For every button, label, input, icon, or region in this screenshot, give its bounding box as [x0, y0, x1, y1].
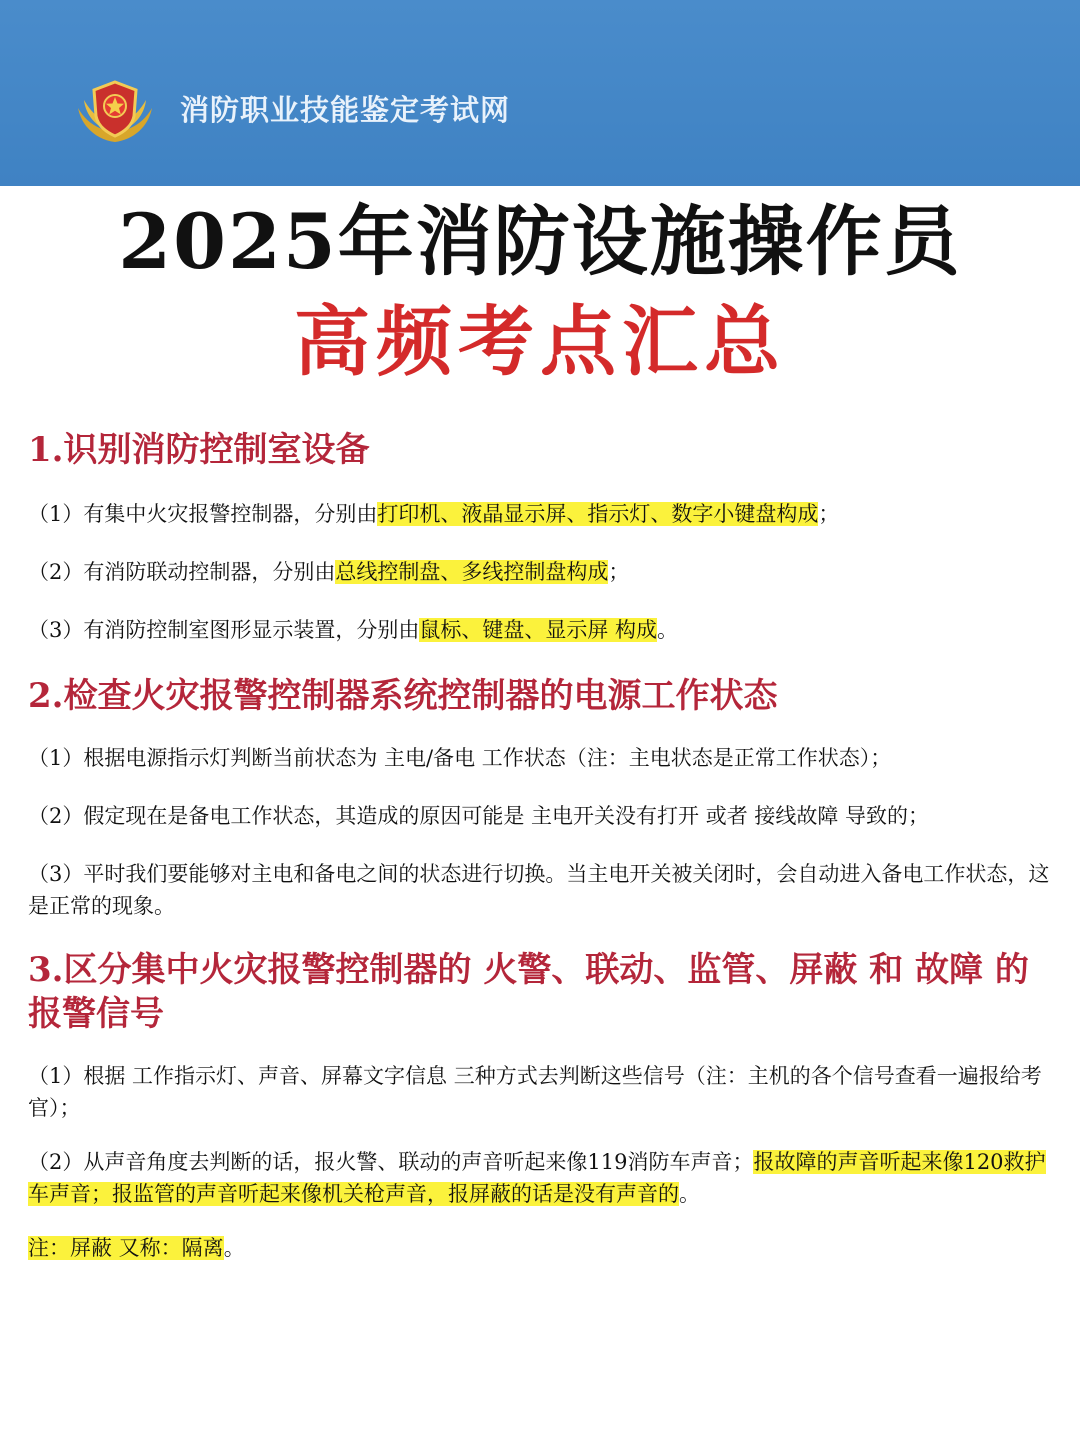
section-2-item-2: （2）假定现在是备电工作状态，其造成的原因可能是 主电开关没有打开 或者 接线故障 导致的； — [28, 804, 930, 828]
fire-rescue-emblem-icon — [74, 78, 156, 144]
highlighted-text: 鼠标、键盘、显示屏 构成 — [419, 618, 658, 642]
section-3-note — [28, 1232, 1058, 1264]
item-text: （1）有集中火灾报警控制器，分别由 — [28, 502, 378, 526]
site-name[interactable]: 消防职业技能鉴定考试网 — [180, 93, 511, 127]
item-text: （2）从声音角度去判断的话，报火警、联动的声音听起来像119消防车声音； — [28, 1150, 754, 1174]
section-3-heading: 3.区分集中火灾报警控制器的 火警、联动、监管、屏蔽 和 故障 的报警信号 — [28, 950, 1029, 1034]
section-2-item-3: （3）平时我们要能够对主电和备电之间的状态进行切换。当主电开关被关闭时，会自动进入备电工作状态，这是正常的现象。 — [28, 862, 1050, 918]
item-punctuation: 。 — [679, 1182, 700, 1206]
page-subtitle: 高频考点汇总 — [294, 297, 786, 386]
item-punctuation: ； — [608, 560, 630, 584]
section-1-heading: 1.识别消防控制室设备 — [28, 430, 370, 470]
highlighted-text: 打印机、液晶显示屏、指示灯、数字小键盘构成 — [377, 502, 819, 526]
section-3-item-1: （1）根据 工作指示灯、声音、屏幕文字信息 三种方式去判断这些信号（注：主机的各个信号查看一遍报给考官）； — [28, 1064, 1042, 1120]
section-1-item-1 — [28, 498, 1058, 530]
highlighted-text: 总线控制盘、多线控制盘构成 — [335, 560, 609, 584]
section-1-item-2 — [28, 556, 1058, 588]
item-text: （3）有消防控制室图形显示装置，分别由 — [28, 618, 420, 642]
highlighted-text: 报故障的声音听起来像120救护车声音；报监管的声音听起来像机关枪声音，报屏蔽的话是没有声音的 — [28, 1150, 1046, 1206]
page-title: 2025年消防设施操作员 — [118, 197, 962, 286]
section-2-heading: 2.检查火灾报警控制器系统控制器的电源工作状态 — [28, 676, 778, 716]
item-punctuation: 。 — [657, 618, 679, 642]
section-1-item-3 — [28, 614, 1058, 646]
section-2-item-1: （1）根据电源指示灯判断当前状态为 主电/备电 工作状态（注：主电状态是正常工作状态）； — [28, 746, 892, 770]
note-punctuation: 。 — [223, 1236, 245, 1260]
item-text: （2）有消防联动控制器，分别由 — [28, 560, 336, 584]
item-punctuation: ； — [818, 502, 840, 526]
header-banner — [0, 0, 1080, 186]
section-3-item-2 — [28, 1146, 1058, 1210]
highlighted-note: 注：屏蔽 又称：隔离 — [28, 1236, 224, 1260]
